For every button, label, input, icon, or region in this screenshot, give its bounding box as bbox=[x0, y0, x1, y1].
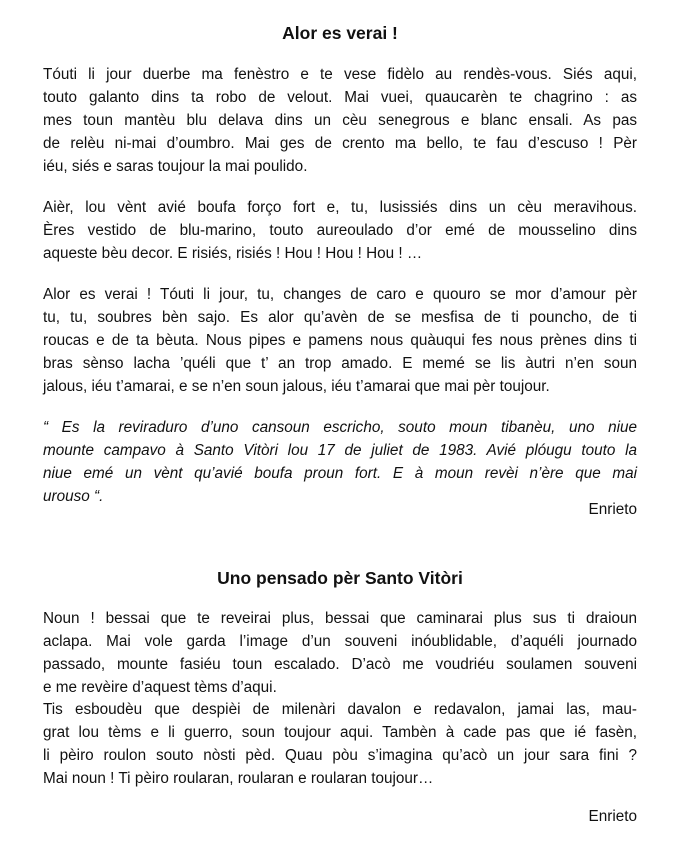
quote-line: “ Es la reviraduro d’uno cansoun escricho, souto moun tibanèu, uno niue bbox=[43, 419, 637, 436]
text-line: aclapa. Mai vole garda l’image d’un souveni inóublidable, d’aquéli journado bbox=[43, 633, 637, 650]
text-line: Tóuti li jour duerbe ma fenèstro e te vese fidèlo au rendès-vous. Siés aqui, bbox=[43, 66, 637, 83]
text-line: Aièr, lou vènt avié boufa forço fort e, tu, lusissiés dins un cèu meravihous. bbox=[43, 199, 637, 216]
text-line: Mai noun ! Ti pèiro roularan, roularan e roularan toujour… bbox=[43, 770, 434, 787]
title-uno-pensado: Uno pensado pèr Santo Vitòri bbox=[217, 568, 463, 588]
quote-line: mounte campavo à Santo Vitòri lou 17 de juliet de 1983. Avié plóugu touto la bbox=[43, 442, 637, 459]
quote-line: urouso “. bbox=[43, 488, 104, 505]
text-line: Alor es verai ! Tóuti li jour, tu, changes de caro e quouro se mor d’amour pèr bbox=[43, 286, 637, 303]
text-line: aqueste bèu decor. E risiés, risiés ! Hou ! Hou ! Hou ! … bbox=[43, 245, 423, 262]
text-line: Noun ! bessai que te reveirai plus, bessai que caminarai plus sus ti draioun bbox=[43, 610, 637, 627]
text-line: jalous, iéu t’amarai, e se n’en soun jalous, iéu t’amarai que mai pèr toujour. bbox=[43, 378, 550, 395]
text-line: bras sènso lacha ’quéli que t’ an trop amado. E memé se lis àutri n’en soun bbox=[43, 355, 637, 372]
title-alor-es-verai: Alor es verai ! bbox=[282, 23, 398, 43]
text-line: Tis esboudèu que despièi de milenàri davalon e redavalon, jamai las, mau- bbox=[43, 701, 637, 718]
text-line: roucas e de ta bèuta. Nous pipes e pamens nous quàuqui fes nous prènes dins ti bbox=[43, 332, 637, 349]
text-line: e me revèire d’aquest tèms d’aqui. bbox=[43, 679, 277, 696]
text-line: mes toun mantèu blu delava dins un cèu senegrous e blanc ensali. As pas bbox=[43, 112, 637, 129]
text-line: de relèu ni-mai d’oumbro. Mai ges de crento ma bello, te fau d’escuso ! Pèr bbox=[43, 135, 637, 152]
text-line: passado, mounte fasiéu toun escalado. D’acò me voudriéu soulamen souveni bbox=[43, 656, 637, 673]
signature: Enrieto bbox=[588, 501, 637, 518]
text-line: touto galanto dins ta robo de velout. Mai vuei, quaucarèn te chagrino : as bbox=[43, 89, 637, 106]
text-line: iéu, siés e saras toujour la mai poulido. bbox=[43, 158, 308, 175]
text-line: tu, tu, soubres bèn sajo. Es alor qu’avèn de se mesfisa de ti pouncho, de ti bbox=[43, 309, 637, 326]
text-line: grat lou tèms e li guerro, soun toujour aqui. Tambèn à cade pas que ié fasèn, bbox=[43, 724, 637, 741]
signature: Enrieto bbox=[588, 808, 637, 825]
text-line: li pèiro roulon souto nòsti pèd. Quau pòu s’imagina qu’acò un jour sara fini ? bbox=[43, 747, 637, 764]
text-line: Ères vestido de blu-marino, touto aureoulado d’or emé de mousselino dins bbox=[43, 222, 637, 239]
quote-line: niue emé un vènt qu’avié boufa proun fort. E à moun revèi n’ère que mai bbox=[43, 465, 637, 482]
